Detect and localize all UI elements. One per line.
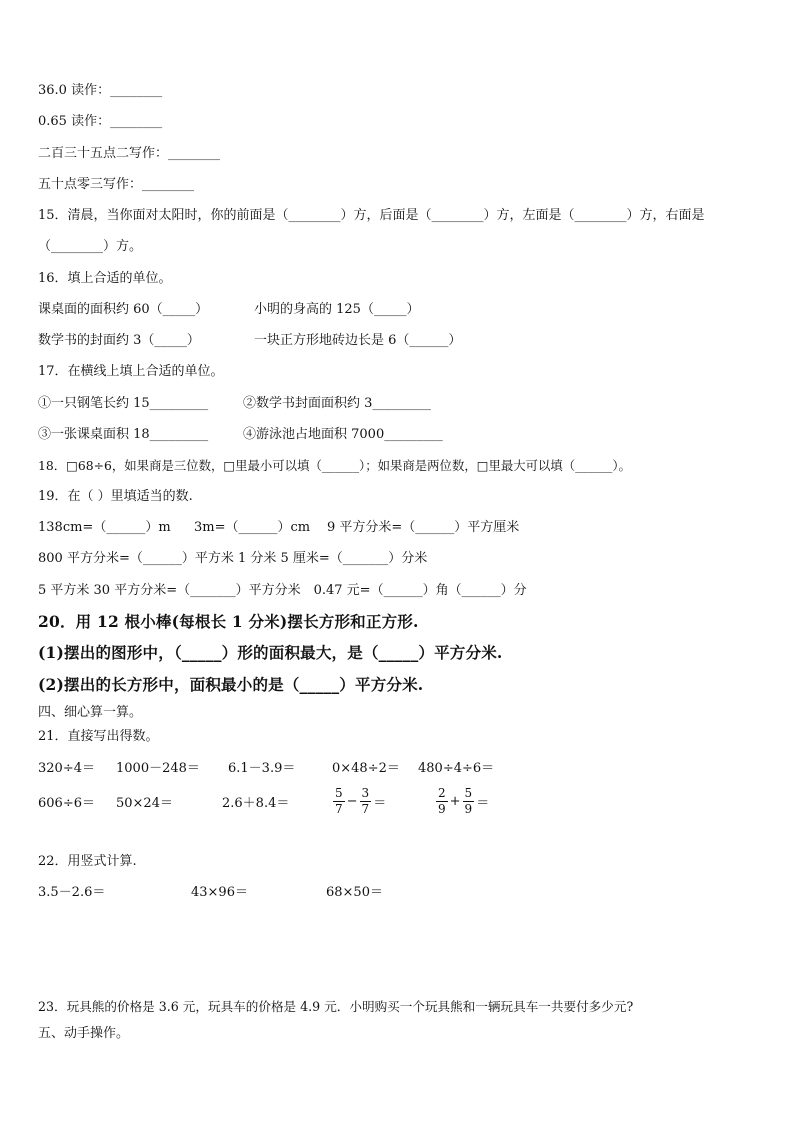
question-15-line1: 15．清晨，当你面对太阳时，你的前面是（________）方，后面是（________）方，左面是（________）方，右面是 <box>38 208 705 223</box>
question-16-title: 16．填上合适的单位。 <box>38 271 172 286</box>
question-15-line2: （________）方。 <box>38 239 143 254</box>
q19-item-3: 9 平方分米=（______）平方厘米 <box>327 520 520 535</box>
q19-row-3: 5 平方米 30 平方分米=（_______）平方分米 0.47 元=（______）角（______）分 <box>38 583 527 598</box>
section-4-heading: 四、细心算一算。 <box>38 705 143 720</box>
question-22-title: 22．用竖式计算. <box>38 854 137 869</box>
q21-calc-5: 480÷4÷6＝ <box>418 761 495 776</box>
q17-item-3: ③一张课桌面积 18_________ <box>38 427 209 442</box>
question-21-title: 21．直接写出得数。 <box>38 729 159 744</box>
fraction-5-9: $\frac{5}{9}$ <box>464 786 473 816</box>
q21-calc-7: 50×24＝ <box>116 796 173 811</box>
q17-item-1: ①一只钢笔长约 15_________ <box>38 396 209 411</box>
read-0-65: 0.65 读作：________ <box>38 114 163 129</box>
q21-fraction-2: $\frac{2}{9}$ + $\frac{5}{9}$ ＝ <box>438 786 490 816</box>
fraction-3-7: $\frac{3}{7}$ <box>361 786 370 816</box>
q17-item-4: ④游泳池占地面积 7000_________ <box>243 427 443 442</box>
q21-calc-3: 6.1－3.9＝ <box>228 761 296 776</box>
fraction-5-7: $\frac{5}{7}$ <box>335 786 343 816</box>
q16-item-1: 课桌面的面积约 60（_____） <box>38 302 209 317</box>
q16-item-3: 数学书的封面约 3（_____） <box>38 333 200 348</box>
q21-fraction-1: $\frac{5}{7}$ − $\frac{3}{7}$ ＝ <box>335 786 387 816</box>
question-20-title: 20．用 12 根小棒(每根长 1 分米)摆长方形和正方形. <box>38 612 419 631</box>
fraction-2-9: $\frac{2}{9}$ <box>438 786 446 816</box>
question-20-part1: (1)摆出的图形中，（_____）形的面积最大，是（_____）平方分米. <box>38 643 503 662</box>
q19-item-2: 3m=（______）cm <box>194 520 311 535</box>
q22-calc-1: 3.5－2.6＝ <box>38 885 106 900</box>
q21-calc-4: 0×48÷2＝ <box>332 761 400 776</box>
question-23: 23．玩具熊的价格是 3.6 元，玩具车的价格是 4.9 元．小明购买一个玩具熊和一辆玩具车一共要付多少元? <box>38 999 634 1014</box>
q21-calc-6: 606÷6＝ <box>38 796 95 811</box>
question-17-title: 17．在横线上填上合适的单位。 <box>38 364 224 379</box>
read-36-0: 36.0 读作：________ <box>38 83 163 98</box>
write-235-2: 二百三十五点二写作：________ <box>38 146 221 161</box>
q19-item-1: 138cm=（______）m <box>38 520 171 535</box>
q16-item-2: 小明的身高的 125（_____） <box>254 302 420 317</box>
q22-calc-3: 68×50＝ <box>326 885 383 900</box>
question-18: 18．□68÷6，如果商是三位数，□里最小可以填（______）；如果商是两位数，□里最大可以填（______）。 <box>38 458 631 473</box>
question-20-part2: (2)摆出的长方形中，面积最小的是（_____）平方分米. <box>38 675 424 694</box>
q21-calc-1: 320÷4＝ <box>38 761 95 776</box>
q21-calc-2: 1000－248＝ <box>116 761 200 776</box>
q19-row-2: 800 平方分米=（______）平方米 1 分米 5 厘米=（_______）分米 <box>38 551 428 566</box>
q17-item-2: ②数学书封面面积约 3_________ <box>243 396 431 411</box>
write-50-03: 五十点零三写作：________ <box>38 177 195 192</box>
q16-item-4: 一块正方形地砖边长是 6（______） <box>254 333 462 348</box>
q21-calc-8: 2.6＋8.4＝ <box>222 796 290 811</box>
question-19-title: 19．在（ ）里填适当的数. <box>38 489 193 504</box>
section-5-heading: 五、动手操作。 <box>38 1026 130 1041</box>
q22-calc-2: 43×96＝ <box>191 885 248 900</box>
